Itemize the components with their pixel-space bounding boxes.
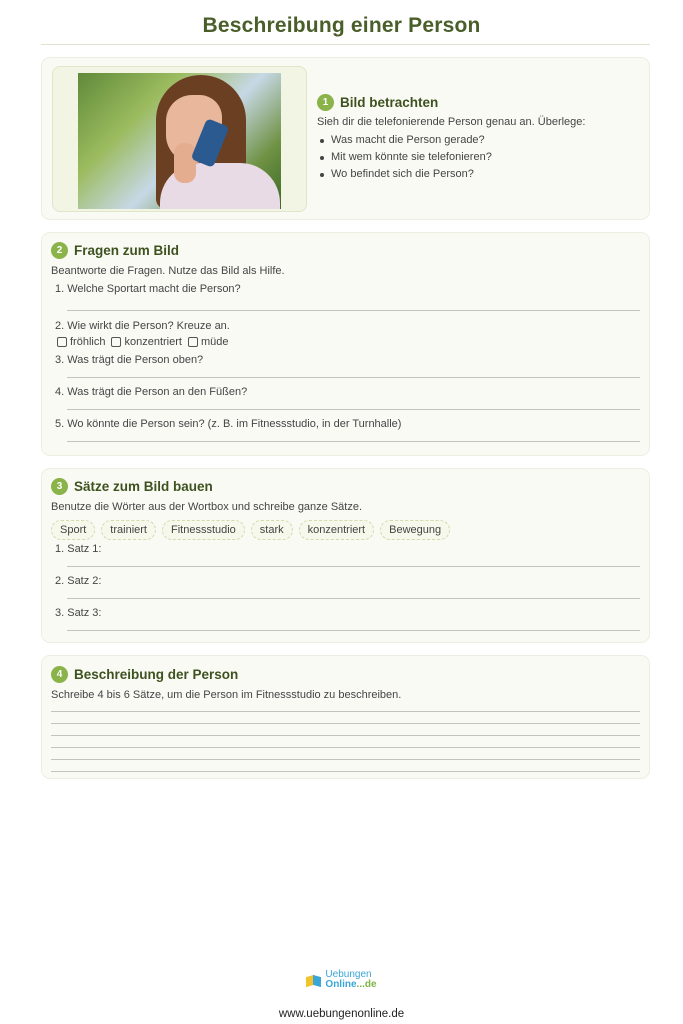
- site-logo[interactable]: Uebungen Online...de: [0, 970, 683, 990]
- sentence-label-3: 3. Satz 3:: [55, 607, 102, 619]
- checkbox-icon: [188, 337, 198, 347]
- word-chip: stark: [251, 520, 293, 540]
- sentence-label-1: 1. Satz 1:: [55, 543, 102, 555]
- wordbox: [51, 520, 640, 540]
- word-chip: Sport: [51, 520, 95, 540]
- title-divider: [41, 44, 650, 45]
- checkbox-froehlich[interactable]: fröhlich: [57, 336, 105, 348]
- answer-line[interactable]: [67, 630, 640, 631]
- section-title: Beschreibung der Person: [74, 667, 239, 682]
- section-intro: Schreibe 4 bis 6 Sätze, um die Person im Fitnessstudio zu beschreiben.: [51, 689, 402, 701]
- logo-line1: Uebungen: [325, 969, 372, 980]
- step-badge: 1: [317, 94, 334, 111]
- section-fragen-zum-bild: [41, 232, 650, 456]
- person-photo: [78, 73, 281, 209]
- bullet-item: Was macht die Person gerade?: [317, 132, 585, 149]
- checkbox-icon: [57, 337, 67, 347]
- word-chip: konzentriert: [299, 520, 374, 540]
- page-title: Beschreibung einer Person: [202, 14, 481, 37]
- word-chip: Fitnessstudio: [162, 520, 245, 540]
- section-bild-betrachten: [41, 57, 650, 220]
- section-intro: Beantworte die Fragen. Nutze das Bild als Hilfe.: [51, 265, 285, 277]
- answer-line[interactable]: [67, 441, 640, 442]
- question-3: 3. Was trägt die Person oben?: [55, 354, 204, 366]
- question-2: 2. Wie wirkt die Person? Kreuze an.: [55, 320, 230, 332]
- answer-line[interactable]: [67, 409, 640, 410]
- bullet-list: [317, 132, 585, 183]
- section-beschreibung: [41, 655, 650, 779]
- section-title: Fragen zum Bild: [74, 243, 180, 258]
- footer-url[interactable]: www.uebungenonline.de: [278, 1008, 405, 1020]
- section-intro: Benutze die Wörter aus der Wortbox und schreibe ganze Sätze.: [51, 501, 363, 513]
- checkbox-konzentriert[interactable]: konzentriert: [111, 336, 181, 348]
- book-icon: [306, 973, 322, 987]
- checkbox-muede[interactable]: müde: [188, 336, 229, 348]
- section-title: Bild betrachten: [340, 95, 439, 110]
- photo-frame: [52, 66, 307, 212]
- question-5: 5. Wo könnte die Person sein? (z. B. im Fitnessstudio, in der Turnhalle): [55, 418, 402, 430]
- bullet-item: Wo befindet sich die Person?: [317, 166, 585, 183]
- checkbox-group: [57, 336, 640, 348]
- word-chip: trainiert: [101, 520, 156, 540]
- answer-line[interactable]: [67, 377, 640, 378]
- step-badge: 2: [51, 242, 68, 259]
- section-title: Sätze zum Bild bauen: [74, 479, 213, 494]
- answer-line[interactable]: [67, 310, 640, 311]
- answer-line[interactable]: [67, 566, 640, 567]
- step-badge: 3: [51, 478, 68, 495]
- section-saetze-bauen: [41, 468, 650, 643]
- word-chip: Bewegung: [380, 520, 450, 540]
- answer-line[interactable]: [67, 598, 640, 599]
- writing-lines[interactable]: [51, 711, 640, 772]
- sentence-label-2: 2. Satz 2:: [55, 575, 102, 587]
- bullet-item: Mit wem könnte sie telefonieren?: [317, 149, 585, 166]
- question-1: 1. Welche Sportart macht die Person?: [55, 283, 241, 295]
- step-badge: 4: [51, 666, 68, 683]
- checkbox-icon: [111, 337, 121, 347]
- question-4: 4. Was trägt die Person an den Füßen?: [55, 386, 248, 398]
- section-intro: Sieh dir die telefonierende Person genau an. Überlege:: [317, 116, 586, 128]
